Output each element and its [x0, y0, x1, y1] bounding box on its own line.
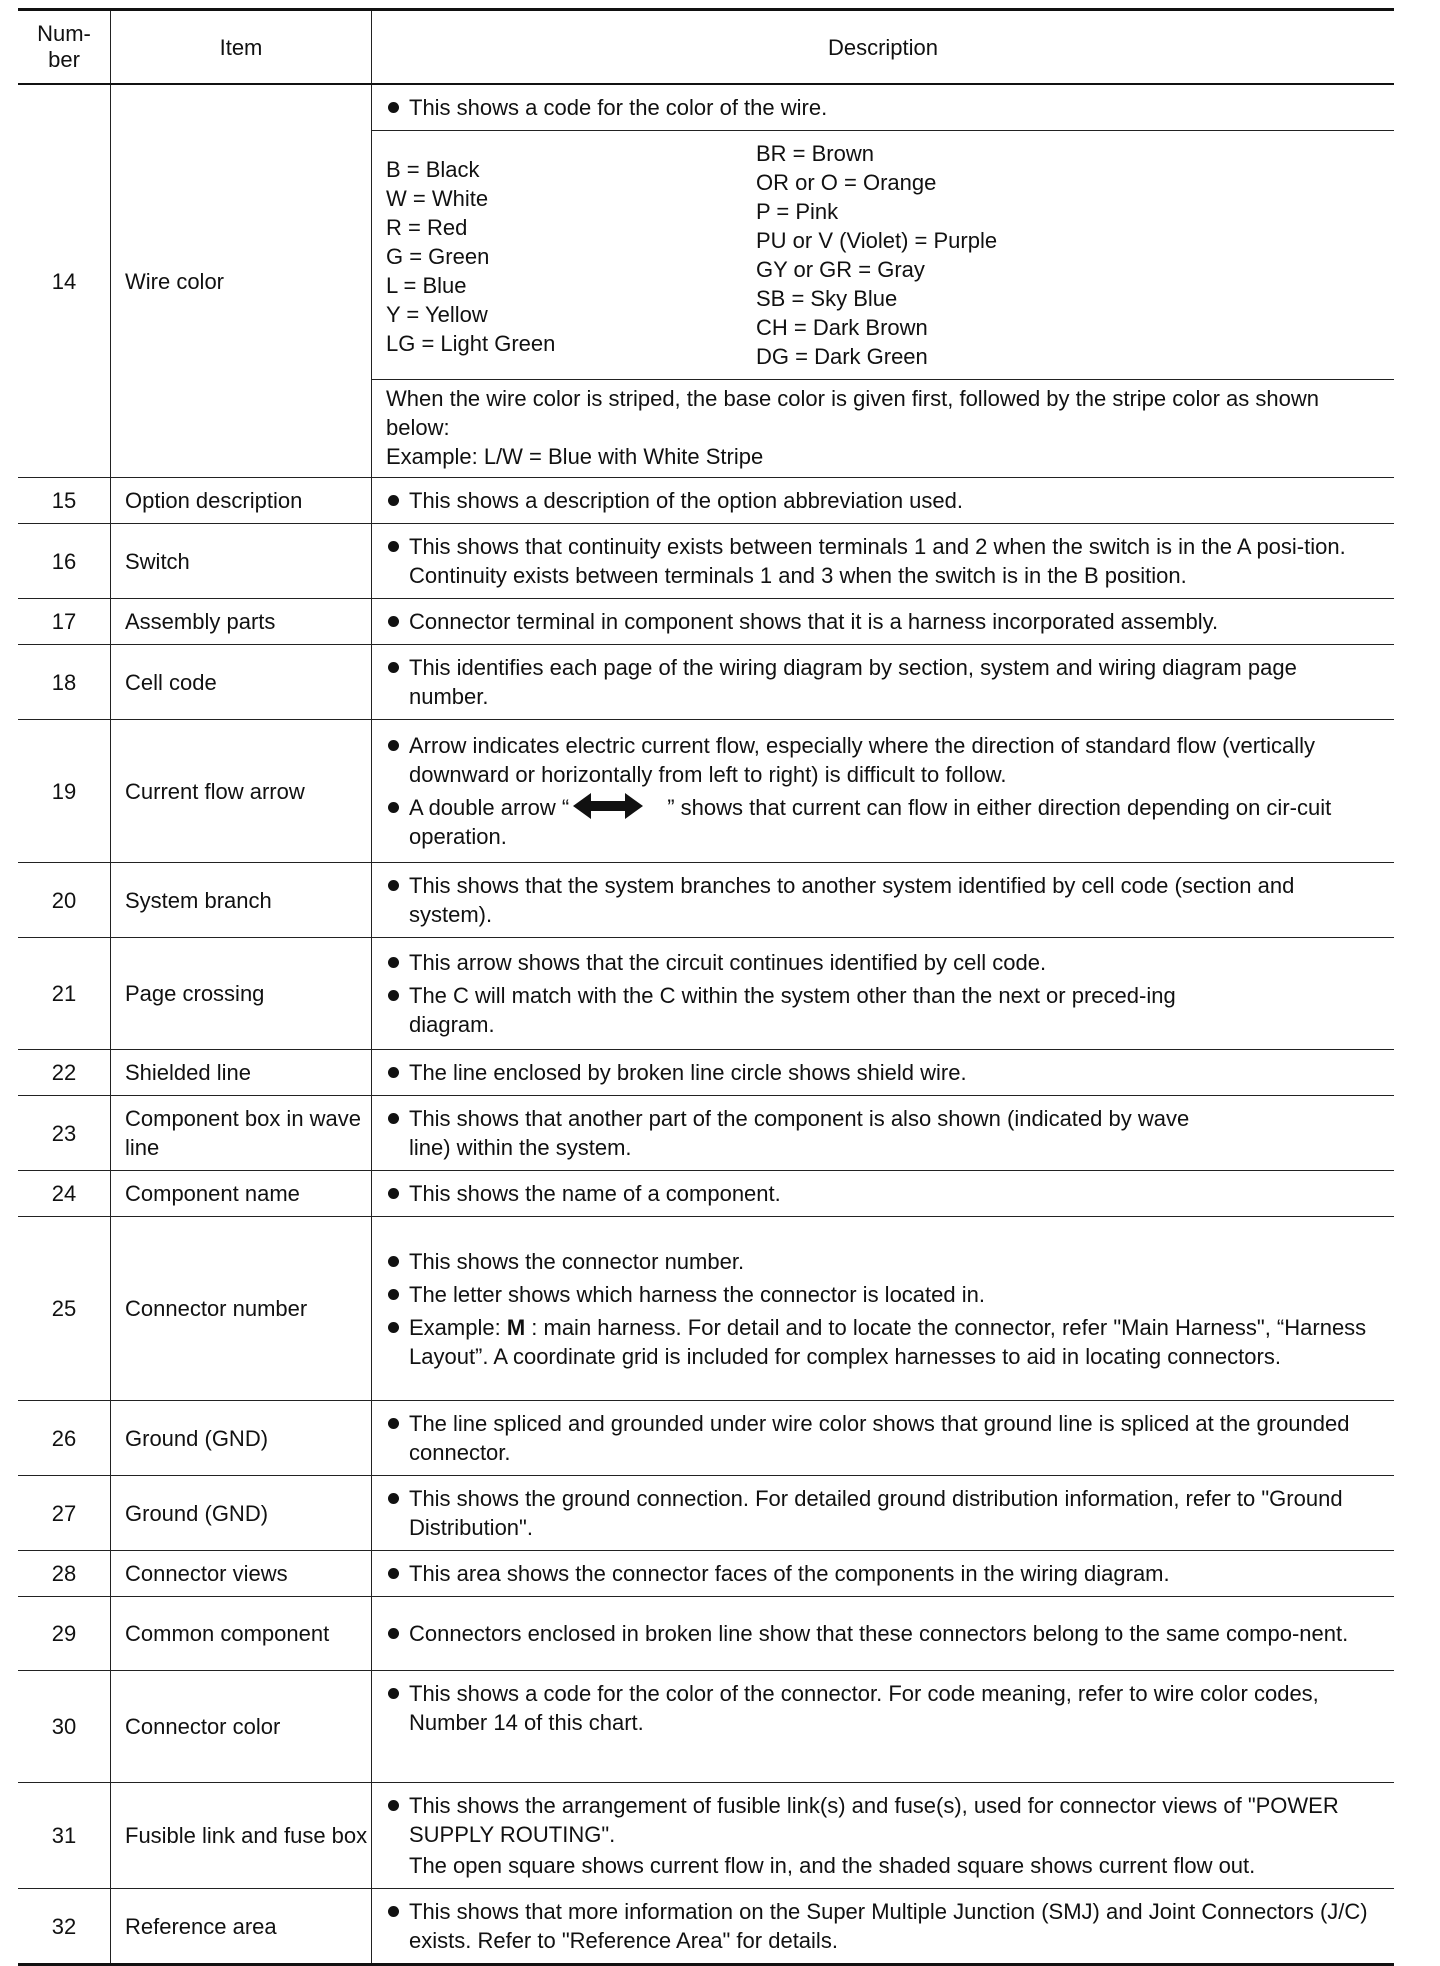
row-number: 29 — [18, 1597, 111, 1671]
bullet-text: The C will match with the C within the system other than the next or preced-ing diagram. — [409, 983, 1176, 1037]
row-number: 14 — [18, 84, 111, 478]
row-number: 21 — [18, 938, 111, 1050]
bullet-item — [386, 948, 1380, 977]
row-description — [372, 1096, 1395, 1171]
bullet-item — [386, 93, 1380, 122]
bullet-icon — [388, 1289, 399, 1300]
bullet-text: This shows that continuity exists between terminals 1 and 2 when the switch is in the A posi-tion. Continuity exists between terminals 1 and 3 when the switch is in the B position. — [409, 534, 1346, 588]
bullet-icon — [388, 1800, 399, 1811]
row-number: 15 — [18, 478, 111, 524]
bullet-text: This arrow shows that the circuit continues identified by cell code. — [409, 950, 1047, 975]
bullet-item — [386, 486, 1380, 515]
table-row — [18, 1171, 1394, 1217]
bullet-text: This shows the name of a component. — [409, 1181, 781, 1206]
row-item: Option description — [111, 478, 372, 524]
bullet-item — [386, 1313, 1380, 1371]
bullet-text: This shows the connector number. — [409, 1248, 745, 1274]
row-item: Reference area — [111, 1889, 372, 1965]
item-column-header: Item — [111, 10, 372, 85]
bullet-icon — [388, 541, 399, 552]
color-code: LG = Light Green — [386, 331, 556, 356]
row-description — [372, 1401, 1395, 1476]
row-item: Ground (GND) — [111, 1476, 372, 1551]
color-codes-right — [756, 139, 1380, 371]
row-description — [372, 938, 1395, 1050]
bullet-icon — [388, 102, 399, 113]
color-code: G = Green — [386, 244, 490, 269]
color-code: CH = Dark Brown — [756, 315, 928, 340]
bullet-item — [386, 981, 1380, 1039]
bullet-item — [386, 607, 1380, 636]
bullet-text-after: ” shows that current can flow in either direction depending on cir-cuit operation. — [409, 795, 1332, 849]
color-code: OR or O = Orange — [756, 170, 937, 195]
row-number: 30 — [18, 1671, 111, 1783]
bullet-text: This shows the ground connection. For detailed ground distribution information, refer to "Ground Distribution". — [409, 1486, 1343, 1540]
bullet-item — [386, 1791, 1380, 1849]
bullet-text: This identifies each page of the wiring diagram by section, system and wiring diagram page number. — [409, 655, 1297, 709]
color-codes-left — [386, 139, 756, 371]
bullet-icon — [388, 1568, 399, 1579]
row-number: 32 — [18, 1889, 111, 1965]
bullet-text: Arrow indicates electric current flow, especially where the direction of standard flow (vertically downward or horizontally from left to right) is difficult to follow. — [409, 733, 1316, 787]
bullet-item — [386, 871, 1380, 929]
row-description — [372, 1889, 1395, 1965]
bullet-text: Connector terminal in component shows that it is a harness incorporated assembly. — [409, 609, 1219, 634]
number-header-line1: Num- — [37, 21, 91, 46]
bullet-text — [409, 1313, 1380, 1371]
row-item: Connector views — [111, 1551, 372, 1597]
table-row — [18, 599, 1394, 645]
color-code: SB = Sky Blue — [756, 286, 898, 311]
table-row — [18, 1476, 1394, 1551]
bullet-text: Connectors enclosed in broken line show that these connectors belong to the same compo-nent. — [409, 1621, 1349, 1646]
bullet-text: This shows that another part of the component is also shown (indicated by wave line) within the system. — [409, 1106, 1190, 1160]
color-code: BR = Brown — [756, 141, 874, 166]
bullet-item — [386, 1897, 1380, 1955]
table-row — [18, 478, 1394, 524]
row-number: 19 — [18, 720, 111, 863]
stripe-note — [372, 379, 1394, 477]
row-number: 27 — [18, 1476, 111, 1551]
row-item: Shielded line — [111, 1050, 372, 1096]
bullet-icon — [388, 1418, 399, 1429]
bullet-icon — [388, 1906, 399, 1917]
bullet-icon — [388, 1628, 399, 1639]
color-code: L = Blue — [386, 273, 467, 298]
color-code: B = Black — [386, 157, 480, 182]
bullet-text: This shows that the system branches to another system identified by cell code (section and system). — [409, 873, 1295, 927]
bullet-text: The line spliced and grounded under wire color shows that ground line is spliced at the grounded connector. — [409, 1411, 1350, 1465]
bullet-item — [386, 731, 1380, 789]
bullet-text: This area shows the connector faces of the components in the wiring diagram. — [409, 1561, 1170, 1586]
row-item: Assembly parts — [111, 599, 372, 645]
row-item: Fusible link and fuse box — [111, 1783, 372, 1889]
row-item: Common component — [111, 1597, 372, 1671]
row-number: 17 — [18, 599, 111, 645]
number-header-line2: ber — [48, 47, 80, 72]
bullet-icon — [388, 662, 399, 673]
bullet-continuation: The open square shows current flow in, and the shaded square shows current flow out. — [409, 1853, 1256, 1878]
color-code: P = Pink — [756, 199, 839, 224]
table-row — [18, 1671, 1394, 1783]
row-description — [372, 1476, 1395, 1551]
table-row — [18, 863, 1394, 938]
row-description — [372, 1783, 1395, 1889]
row-description — [372, 1671, 1395, 1783]
bullet-text-before: A double arrow “ — [409, 795, 570, 820]
number-column-header — [18, 10, 111, 85]
table-row — [18, 1401, 1394, 1476]
example-prefix: Example: — [409, 1314, 507, 1340]
bullet-icon — [388, 740, 399, 751]
row-description — [372, 84, 1395, 478]
bullet-item — [386, 1179, 1380, 1208]
row-description — [372, 1050, 1395, 1096]
bullet-text: This shows a code for the color of the wire. — [409, 95, 828, 120]
bullet-icon — [388, 616, 399, 627]
row-item: Page crossing — [111, 938, 372, 1050]
bullet-item — [386, 1409, 1380, 1467]
table-row — [18, 1889, 1394, 1965]
table-row — [18, 720, 1394, 863]
bullet-icon — [388, 1688, 399, 1699]
table-row — [18, 1551, 1394, 1597]
bullet-icon — [388, 990, 399, 1001]
color-code: Y = Yellow — [386, 302, 488, 327]
bullet-icon — [388, 1256, 399, 1267]
row-description — [372, 1217, 1395, 1401]
bullet-text: The line enclosed by broken line circle shows shield wire. — [409, 1060, 967, 1085]
table-row — [18, 1217, 1394, 1401]
color-code: R = Red — [386, 215, 468, 240]
row-number: 23 — [18, 1096, 111, 1171]
row-number: 25 — [18, 1217, 111, 1401]
color-code: PU or V (Violet) = Purple — [756, 228, 998, 253]
bullet-item — [386, 1058, 1380, 1087]
stripe-example: Example: L/W = Blue with White Stripe — [386, 444, 764, 469]
bullet-item — [386, 1247, 1380, 1276]
row-item: Component name — [111, 1171, 372, 1217]
row-description — [372, 863, 1395, 938]
bullet-text: This shows a code for the color of the connector. For code meaning, refer to wire color codes, Number 14 of this chart. — [409, 1681, 1319, 1735]
table-row — [18, 645, 1394, 720]
row-item: Connector color — [111, 1671, 372, 1783]
row-description — [372, 720, 1395, 863]
bullet-icon — [388, 1113, 399, 1124]
row-item: Cell code — [111, 645, 372, 720]
row-item: Switch — [111, 524, 372, 599]
bullet-item — [386, 1484, 1380, 1542]
row-number: 28 — [18, 1551, 111, 1597]
table-row — [18, 938, 1394, 1050]
description-column-header: Description — [372, 10, 1395, 85]
example-rest: : main harness. For detail and to locate the connector, refer "Main Harness", “Harness Layout”. A coordinate grid is included for complex harnesses to aid in locating connectors. — [409, 1314, 1367, 1369]
color-code: W = White — [386, 186, 489, 211]
bullet-icon — [388, 1322, 399, 1333]
table-row — [18, 1597, 1394, 1671]
wiring-diagram-legend-table — [18, 8, 1394, 1966]
bullet-item — [386, 1104, 1380, 1162]
row-number: 16 — [18, 524, 111, 599]
double-arrow-icon — [573, 792, 643, 820]
row-number: 18 — [18, 645, 111, 720]
row-description — [372, 599, 1395, 645]
bullet-item — [386, 1619, 1380, 1648]
bullet-text: This shows that more information on the Super Multiple Junction (SMJ) and Joint Connectors (J/C) exists. Refer to "Reference Area" for details. — [409, 1899, 1368, 1953]
bullet-text: This shows a description of the option abbreviation used. — [409, 488, 963, 513]
bullet-item — [386, 1559, 1380, 1588]
row-number: 26 — [18, 1401, 111, 1476]
bullet-icon — [388, 957, 399, 968]
bullet-text: This shows the arrangement of fusible link(s) and fuse(s), used for connector views of "POWER SUPPLY ROUTING". — [409, 1793, 1339, 1847]
table-row — [18, 1783, 1394, 1889]
bullet-item — [386, 653, 1380, 711]
bullet-item — [386, 532, 1380, 590]
row-number: 20 — [18, 863, 111, 938]
bullet-icon — [388, 1188, 399, 1199]
row-item: Component box in wave line — [111, 1096, 372, 1171]
row-description — [372, 645, 1395, 720]
row-number: 31 — [18, 1783, 111, 1889]
row-number: 22 — [18, 1050, 111, 1096]
table-row — [18, 524, 1394, 599]
row-item: Ground (GND) — [111, 1401, 372, 1476]
bullet-icon — [388, 1493, 399, 1504]
bullet-icon — [388, 802, 399, 813]
row-description — [372, 478, 1395, 524]
table-row — [18, 1050, 1394, 1096]
color-code: DG = Dark Green — [756, 344, 928, 369]
color-code-list — [372, 130, 1394, 379]
row-item: Connector number — [111, 1217, 372, 1401]
bullet-text — [409, 793, 1380, 851]
header-row — [18, 10, 1394, 85]
row-description — [372, 1551, 1395, 1597]
row-description — [372, 524, 1395, 599]
bullet-item — [386, 1280, 1380, 1309]
bullet-item — [386, 1679, 1380, 1737]
bullet-icon — [388, 880, 399, 891]
table-row — [18, 1096, 1394, 1171]
bullet-icon — [388, 495, 399, 506]
harness-letter: M — [506, 1314, 526, 1340]
color-code: GY or GR = Gray — [756, 257, 925, 282]
bullet-text: The letter shows which harness the connector is located in. — [409, 1281, 985, 1307]
stripe-text: When the wire color is striped, the base color is given first, followed by the stripe color as shown below: — [386, 386, 1319, 440]
row-number: 24 — [18, 1171, 111, 1217]
row-description — [372, 1597, 1395, 1671]
row-item: Current flow arrow — [111, 720, 372, 863]
bullet-icon — [388, 1067, 399, 1078]
row-description — [372, 1171, 1395, 1217]
table-row — [18, 84, 1394, 478]
bullet-item — [386, 793, 1380, 851]
row-item: System branch — [111, 863, 372, 938]
row-item: Wire color — [111, 84, 372, 478]
